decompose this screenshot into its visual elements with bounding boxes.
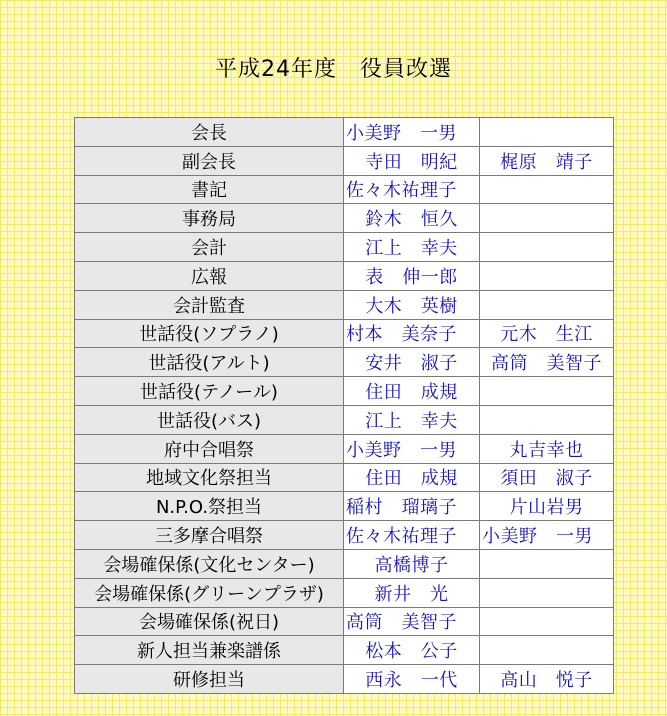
member-name-cell [480,636,614,665]
table-row [75,348,614,377]
table-row [75,492,614,521]
table-row [75,463,614,492]
table-row [75,175,614,204]
table-row [75,549,614,578]
member-name-cell: 高筒 美智子 [344,607,480,636]
member-name-cell [480,607,614,636]
member-name-cell: 佐々木祐理子 [344,521,480,550]
member-name-cell: 片山岩男 [480,492,614,521]
member-name-cell: 高山 悦子 [480,665,614,694]
role-cell: 地域文化祭担当 [75,463,344,492]
table-row [75,118,614,147]
member-name-cell: 丸吉幸也 [480,434,614,463]
role-cell: 会場確保係(祝日) [75,607,344,636]
member-name-cell: 新井 光 [344,578,480,607]
member-name-cell: 大木 英樹 [344,290,480,319]
role-cell: 事務局 [75,204,344,233]
member-name-cell: 小美野 一男 [344,118,480,147]
member-name-cell [480,261,614,290]
member-name-cell: 須田 淑子 [480,463,614,492]
member-name-cell: 高筒 美智子 [480,348,614,377]
table-row [75,665,614,694]
member-name-cell: 小美野 一男 [480,521,614,550]
table-row [75,290,614,319]
member-name-cell: 住田 成規 [344,377,480,406]
member-name-cell: 西永 一代 [344,665,480,694]
table-row [75,319,614,348]
role-cell: 研修担当 [75,665,344,694]
member-name-cell: 江上 幸夫 [344,233,480,262]
page-title: 平成24年度 役員改選 [215,57,452,82]
member-name-cell [480,377,614,406]
member-name-cell: 安井 淑子 [344,348,480,377]
member-name-cell: 鈴木 恒久 [344,204,480,233]
member-name-cell [480,118,614,147]
member-name-cell: 表 伸一郎 [344,261,480,290]
role-cell: 会計 [75,233,344,262]
officer-table [74,117,614,694]
table-row [75,578,614,607]
member-name-cell [480,405,614,434]
role-cell: N.P.O.祭担当 [75,492,344,521]
table-row [75,233,614,262]
member-name-cell: 元木 生江 [480,319,614,348]
table-row [75,377,614,406]
member-name-cell [480,175,614,204]
table-row [75,521,614,550]
table-row [75,261,614,290]
role-cell: 三多摩合唱祭 [75,521,344,550]
table-row [75,204,614,233]
table-row [75,405,614,434]
member-name-cell: 高橋博子 [344,549,480,578]
role-cell: 広報 [75,261,344,290]
role-cell: 新人担当兼楽譜係 [75,636,344,665]
member-name-cell [480,549,614,578]
role-cell: 会場確保係(グリーンプラザ) [75,578,344,607]
table-row [75,146,614,175]
member-name-cell [480,290,614,319]
table-row [75,607,614,636]
member-name-cell: 稲村 瑠璃子 [344,492,480,521]
role-cell: 世話役(バス) [75,405,344,434]
member-name-cell: 佐々木祐理子 [344,175,480,204]
role-cell: 府中合唱祭 [75,434,344,463]
role-cell: 世話役(アルト) [75,348,344,377]
member-name-cell [480,204,614,233]
role-cell: 世話役(ソプラノ) [75,319,344,348]
role-cell: 会計監査 [75,290,344,319]
member-name-cell: 村本 美奈子 [344,319,480,348]
table-row [75,434,614,463]
member-name-cell: 寺田 明紀 [344,146,480,175]
member-name-cell: 小美野 一男 [344,434,480,463]
member-name-cell: 梶原 靖子 [480,146,614,175]
member-name-cell [480,233,614,262]
member-name-cell: 松本 公子 [344,636,480,665]
role-cell: 世話役(テノール) [75,377,344,406]
member-name-cell [480,578,614,607]
member-name-cell: 住田 成規 [344,463,480,492]
role-cell: 会場確保係(文化センター) [75,549,344,578]
role-cell: 副会長 [75,146,344,175]
member-name-cell: 江上 幸夫 [344,405,480,434]
role-cell: 会長 [75,118,344,147]
role-cell: 書記 [75,175,344,204]
table-row [75,636,614,665]
